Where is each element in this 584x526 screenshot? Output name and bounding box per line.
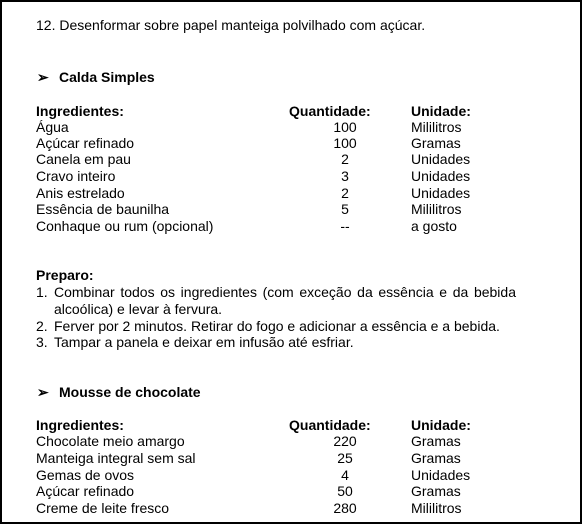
- ingredient-name: Essência de baunilha: [36, 201, 170, 217]
- ingredient-unit: Gramas: [411, 433, 461, 449]
- ingredient-name: Água: [36, 119, 69, 135]
- ingredient-unit: Mililitros: [411, 119, 462, 135]
- ingredient-unit: Unidades: [411, 168, 471, 184]
- section-title: Mousse de chocolate: [59, 384, 201, 400]
- ingredient-unit: Unidades: [411, 151, 471, 167]
- step-text: Ferver por 2 minutos. Retirar do fogo e adicionar a essência e a bebida.: [54, 318, 500, 334]
- step-12-text: 12. Desenformar sobre papel manteiga polvilhado com açúcar.: [36, 17, 426, 33]
- quantity-header: Quantidade:: [289, 103, 371, 119]
- ingredient-quantity: 2: [341, 185, 349, 201]
- section-heading-mousse: [37, 384, 201, 400]
- ingredient-unit: Mililitros: [411, 500, 462, 516]
- ingredient-quantity: 5: [341, 201, 349, 217]
- unit-header: Unidade:: [411, 103, 471, 119]
- arrow-bullet-icon: ➢: [37, 384, 49, 400]
- unit-header: Unidade:: [411, 417, 471, 433]
- step-number: 3.: [36, 334, 48, 350]
- ingredient-quantity: 25: [337, 450, 353, 466]
- ingredient-quantity: 100: [333, 119, 357, 135]
- quantity-header: Quantidade:: [289, 417, 371, 433]
- ingredient-unit: Gramas: [411, 450, 461, 466]
- ingredient-quantity: 50: [337, 483, 353, 499]
- ingredient-name: Conhaque ou rum (opcional): [36, 218, 214, 234]
- step-text-continued: alcoólica) e levar à fervura.: [54, 301, 223, 317]
- arrow-bullet-icon: ➢: [37, 69, 49, 85]
- step-text: Tampar a panela e deixar em infusão até esfriar.: [54, 334, 354, 350]
- ingredient-quantity: --: [340, 218, 350, 234]
- ingredients-header: Ingredientes:: [36, 417, 124, 433]
- ingredient-unit: Unidades: [411, 185, 471, 201]
- ingredient-name: Anis estrelado: [36, 185, 125, 201]
- ingredient-name: Cravo inteiro: [36, 168, 116, 184]
- step-number: 2.: [36, 318, 48, 334]
- ingredient-name: Chocolate meio amargo: [36, 433, 185, 449]
- ingredient-quantity: 100: [333, 135, 357, 151]
- ingredients-header: Ingredientes:: [36, 103, 124, 119]
- ingredient-unit: a gosto: [411, 218, 457, 234]
- ingredient-unit: Mililitros: [411, 201, 462, 217]
- ingredient-name: Manteiga integral sem sal: [36, 450, 196, 466]
- preparo-heading: Preparo:: [36, 267, 94, 283]
- ingredient-quantity: 280: [333, 500, 357, 516]
- ingredient-name: Açúcar refinado: [36, 135, 135, 151]
- ingredient-unit: Gramas: [411, 135, 461, 151]
- ingredient-name: Creme de leite fresco: [36, 500, 170, 516]
- section-title: Calda Simples: [59, 69, 155, 85]
- section-heading-calda: [37, 69, 155, 85]
- step-text: Combinar todos os ingredientes (com exceção da essência e da bebida: [54, 284, 516, 300]
- ingredient-unit: Unidades: [411, 467, 471, 483]
- ingredient-name: Açúcar refinado: [36, 483, 135, 499]
- ingredient-quantity: 220: [333, 433, 357, 449]
- ingredient-name: Canela em pau: [36, 151, 131, 167]
- ingredient-quantity: 2: [341, 151, 349, 167]
- ingredient-quantity: 3: [341, 168, 349, 184]
- ingredient-name: Gemas de ovos: [36, 467, 135, 483]
- ingredient-unit: Gramas: [411, 483, 461, 499]
- step-number: 1.: [36, 284, 48, 300]
- ingredient-quantity: 4: [341, 467, 349, 483]
